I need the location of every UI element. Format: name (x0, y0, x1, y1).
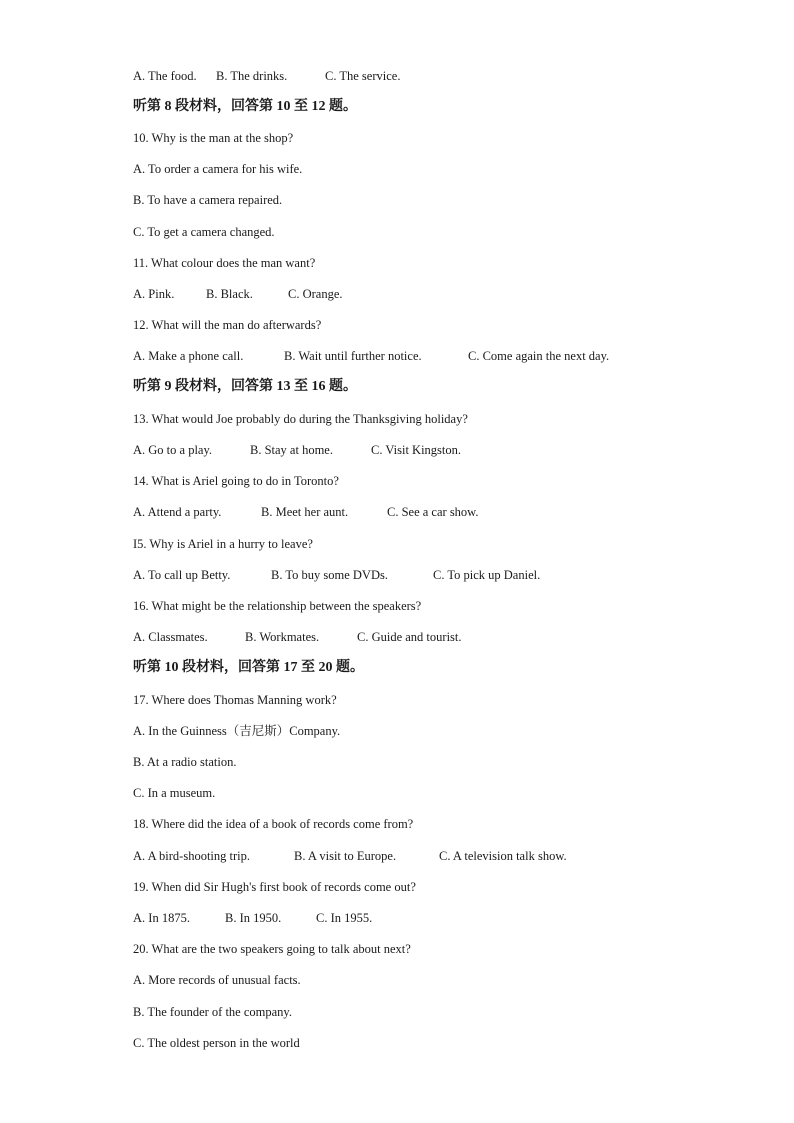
option-c: C. Come again the next day. (468, 349, 610, 363)
options-row-q16 (133, 629, 462, 645)
option-c: C. The service. (325, 69, 401, 83)
option-a: A. Classmates. (133, 630, 208, 644)
question-18: 18. Where did the idea of a book of records come from? (133, 817, 414, 831)
option-a: A. Make a phone call. (133, 349, 244, 363)
option-line: B. The founder of the company. (133, 1005, 292, 1019)
option-a: A. Pink. (133, 287, 175, 301)
options-row-q18 (133, 848, 567, 864)
question-19: 19. When did Sir Hugh's first book of records come out? (133, 880, 416, 894)
option-b: B. The drinks. (216, 69, 288, 83)
question-15: I5. Why is Ariel in a hurry to leave? (133, 537, 313, 551)
option-b: B. In 1950. (225, 911, 282, 925)
section-heading-10: 听第 10 段材料，回答第 17 至 20 题。 (133, 660, 364, 675)
option-b: B. To buy some DVDs. (271, 568, 388, 582)
options-row-q11 (133, 286, 343, 302)
option-a: A. Go to a play. (133, 443, 213, 457)
option-b: B. Meet her aunt. (261, 505, 349, 519)
options-row-q12 (133, 348, 609, 364)
option-line: B. To have a camera repaired. (133, 193, 283, 207)
option-c: C. A television talk show. (439, 849, 567, 863)
option-line: A. In the Guinness（吉尼斯）Company. (133, 724, 341, 738)
option-b: B. Wait until further notice. (284, 349, 422, 363)
option-b: B. Stay at home. (250, 443, 333, 457)
option-b: B. Workmates. (245, 630, 320, 644)
question-20: 20. What are the two speakers going to talk about next? (133, 942, 411, 956)
option-a: A. Attend a party. (133, 505, 222, 519)
question-12: 12. What will the man do afterwards? (133, 318, 322, 332)
option-a: A. In 1875. (133, 911, 190, 925)
option-c: C. Guide and tourist. (357, 630, 462, 644)
option-b: B. A visit to Europe. (294, 849, 397, 863)
options-row-q19 (133, 910, 372, 926)
options-row-q15 (133, 567, 540, 583)
option-c: C. Visit Kingston. (371, 443, 462, 457)
option-a: A. A bird-shooting trip. (133, 849, 251, 863)
option-line: A. More records of unusual facts. (133, 973, 301, 987)
section-heading-9: 听第 9 段材料，回答第 13 至 16 题。 (133, 379, 357, 394)
option-b: B. Black. (206, 287, 253, 301)
option-c: C. Orange. (288, 287, 343, 301)
option-line: C. The oldest person in the world (133, 1036, 300, 1050)
option-c: C. See a car show. (387, 505, 479, 519)
question-14: 14. What is Ariel going to do in Toronto? (133, 474, 339, 488)
option-c: C. To pick up Daniel. (433, 568, 541, 582)
question-17: 17. Where does Thomas Manning work? (133, 693, 337, 707)
options-row-q9 (133, 68, 400, 84)
question-11: 11. What colour does the man want? (133, 256, 316, 270)
option-a: A. To call up Betty. (133, 568, 231, 582)
question-13: 13. What would Joe probably do during the Thanksgiving holiday? (133, 412, 468, 426)
question-16: 16. What might be the relationship between the speakers? (133, 599, 422, 613)
question-10: 10. Why is the man at the shop? (133, 131, 294, 145)
option-line: C. In a museum. (133, 786, 216, 800)
option-c: C. In 1955. (316, 911, 373, 925)
option-line: C. To get a camera changed. (133, 225, 275, 239)
options-row-q14 (133, 504, 479, 520)
option-line: B. At a radio station. (133, 755, 237, 769)
options-row-q13 (133, 442, 461, 458)
option-a: A. The food. (133, 69, 197, 83)
section-heading-8: 听第 8 段材料，回答第 10 至 12 题。 (133, 99, 357, 114)
option-line: A. To order a camera for his wife. (133, 162, 303, 176)
